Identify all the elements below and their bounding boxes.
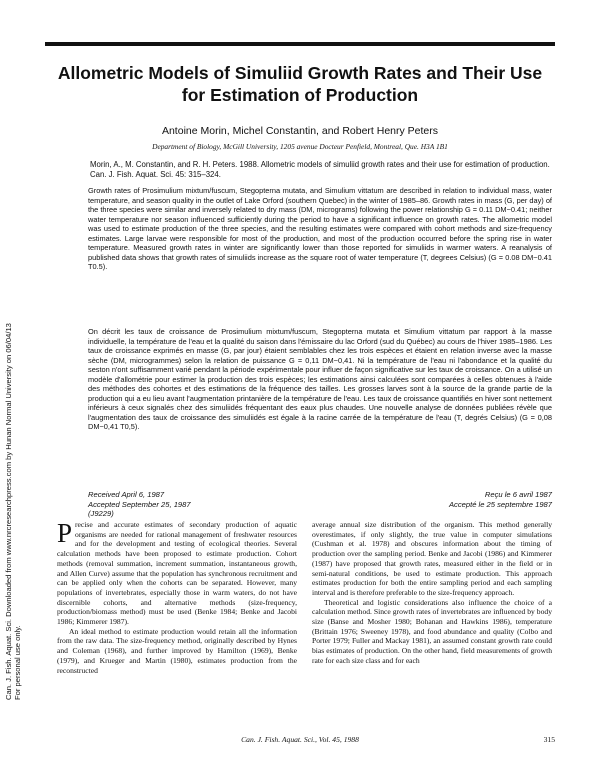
accepte-date: Accepté le 25 septembre 1987 — [448, 499, 552, 509]
body-text: recise and accurate estimates of secondary production of aquatic organisms are needed for rational management of freshwater resources and for the development and testing of ecological theories. Several calculation methods have been proposed to estimate production. Cohort methods (removal summation, increment summation, instantaneous growth, and Allen Curve) assume that the population has synchronous recruitment and can be applied only when the cohorts can be separated. However, many populations of invertebrates, especially those in warm waters, do not have discernible cohorts, and alternative methods (size-frequency, production/biomass method) must be used (Benke 1984; Benke and Jacobi 1986; Kimmerer 1987). — [57, 520, 297, 627]
body-column-left — [57, 520, 297, 675]
footer-journal: Can. J. Fish. Aquat. Sci., Vol. 45, 1988 — [241, 735, 359, 744]
accepted-date: Accepted September 25, 1987 — [88, 499, 191, 509]
body-paragraph: Theoretical and logistic considerations also influence the choice of a calculation method. Since growth rates of invertebrates are influenced by body size (Banse and Mosher 1980; Bohanan and Hawkins 1986), temperature (Brittain 1976; Sweeney 1978), and food abundance and quality (Colbo and Porter 1979; Fuller and Mackay 1981), an assumed constant growth rate could bias estimates of production. On the other hand, field measurements of growth rate for each size class and for each — [312, 597, 552, 665]
received-date: Received April 6, 1987 — [88, 490, 165, 499]
received-dates — [88, 490, 191, 519]
recu-date: Reçu le 6 avril 1987 — [484, 490, 552, 499]
download-sidebar — [4, 100, 22, 700]
manuscript-id: (J9229) — [88, 509, 114, 518]
article-title: Allometric Models of Simuliid Growth Rates and Their Use for Estimation of Production — [57, 63, 543, 105]
top-rule — [45, 42, 555, 46]
abstract-french: On décrit les taux de croissance de Prosimulium mixtum/fuscum, Stegopterna mutata et Simulium vittatum par rapport à la masse individuelle, la température de l'eau et la qualité du saison dans l'émissaire du lac Orford (sud du Québec) au cours de l'hiver 1985–1986. Les taux de croissance exprimés en masse (G, par jour) étaient semblables chez les trois espèces et étaient en relation inverse avec la masse sèche (DM, microgrammes) selon la relation de puissance G = 0,11 DM−0,41. Ni la température de l'eau ni l'abondance et la qualité du seston n'ont suffisamment varié pendant la période expérimentale pour influer de façon significative sur les taux de croissance. On a utilisé un modèle d'allométrie pour estimer la production des trois espèces; les estimations ainsi calculées sont comparées à celles obtenues à l'aide des méthodes des cohortes et des estimations de la fréquence des tailles. Les grosses larves sont à la source de la grande partie de la production qui a eu lieu avant l'augmentation printanière de la température de l'eau. Les taux de croissance quantifiés en hiver sont nettement inférieurs à ceux signalés chez des simuliidés fréquentant des eaux plus chaudes. Une nouvelle analyse de données publiées révèle que l'augmentation des taux de croissance des simuliidés est égale à la racine carrée de la température de l'eau (T, degrés Celsius) (G = 0,08 DM−0,41 T0,5). — [88, 327, 552, 431]
body-paragraph: average annual size distribution of the organism. This method generally overestimates, if only slightly, the true value in computer simulations (Cushman et al. 1978) and obscures information about the timing of production over the sampling period. Benke and Jacobi (1986) and Kimmerer (1987) have proposed that growth rates, measured either in the field or in semi-natural conditions, be used to estimate production. This approach estimates production for both the entire sampling period and each sampling interval and is therefore preferable to the size-frequency approach. — [312, 520, 552, 597]
drop-cap: P — [57, 518, 73, 548]
recu-dates — [449, 490, 552, 509]
page-number: 315 — [543, 735, 555, 744]
body-paragraph — [57, 520, 297, 627]
body-column-right — [312, 520, 552, 666]
page-footer — [45, 735, 555, 747]
download-notice: Can. J. Fish. Aquat. Sci. Downloaded from www.nrcresearchpress.com by Hunan Normal University on 06/04/13 — [4, 323, 13, 700]
abstract-english: Growth rates of Prosimulium mixtum/fuscum, Stegopterna mutata, and Simulium vittatum are described in relation to individual mass, water temperature, and season quality in the outlet of Lake Orford (southern Quebec) in the winter of 1985–86. Growth rates in mass (G, per day) of the three species were similar and inversely related to dry mass (DM, micrograms) following the power relationship G = 0.11 DM−0.41; neither water temperature nor season influenced sufficiently during the period to have a significant influence on growth rates. The allometric model was used to estimate production of the three species, and the resulting estimates were compared with cohort methods and size-frequency estimates. Large larvae were responsible for most of the production, and most of the production occurred before the spring rise in water temperature. Measured growth rates in winter are significantly lower than those reported for simuliids in warmer waters. A reanalysis of published data shows that growth rates of simuliids increase as the square root of water temperature (T, degrees Celsius) (G = 0.08 DM−0.41 T0.5). — [88, 186, 552, 271]
article-authors: Antoine Morin, Michel Constantin, and Robert Henry Peters — [161, 125, 439, 137]
body-paragraph: An ideal method to estimate production would retain all the information from the raw data. The size-frequency method, originally described by Hynes and Coleman (1968), and further improved by Hamilton (1969), Benke (1979), and Krueger and Martin (1980), estimates production from the reconstructed — [57, 626, 297, 675]
personal-use-notice: For personal use only. — [13, 625, 22, 700]
citation: Morin, A., M. Constantin, and R. H. Peters. 1988. Allometric models of simuliid growth rates and their use for estimation of production. Can. J. Fish. Aquat. Sci. 45: 315–324. — [90, 160, 550, 179]
author-affiliation: Department of Biology, McGill University, 1205 avenue Docteur Penfield, Montreal, Que. H3A 1B1 — [152, 142, 448, 151]
